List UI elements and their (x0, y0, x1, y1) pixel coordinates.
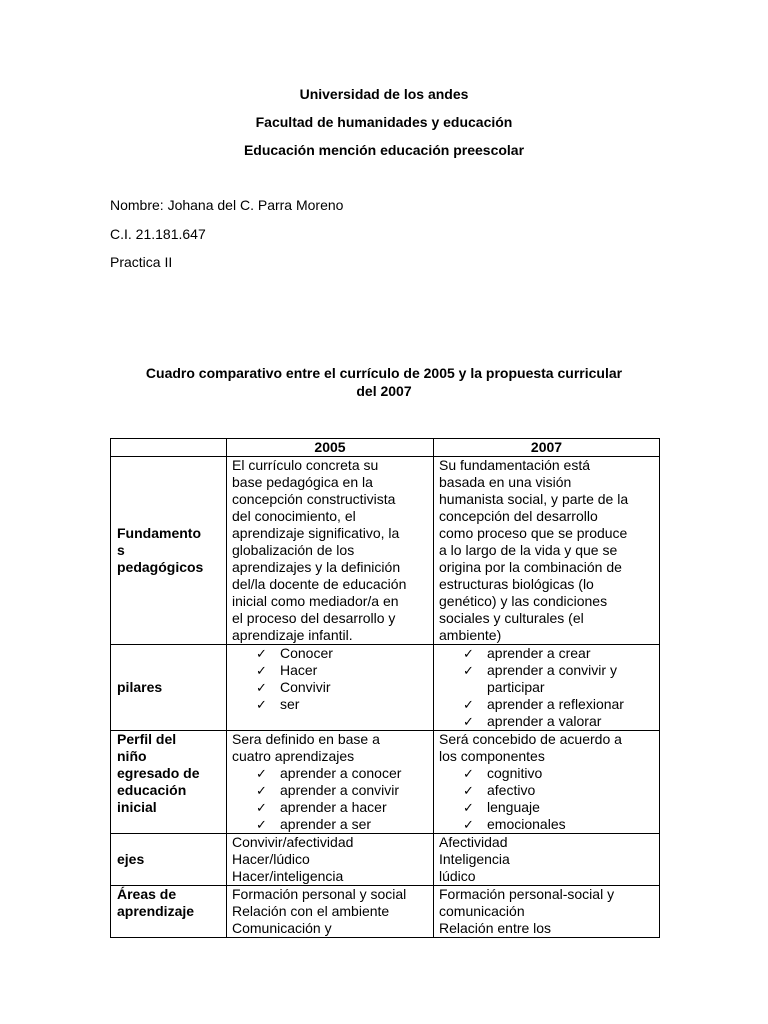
list-item (256, 782, 428, 799)
list-item-text: aprender a valorar (487, 713, 602, 729)
student-name: Nombre: Johana del C. Parra Moreno (110, 197, 344, 213)
list-item-text: Hacer (280, 662, 318, 678)
list-item-text: lenguaje (487, 799, 540, 815)
list-item (463, 816, 654, 833)
list-item-text: aprender a convivir (280, 782, 400, 798)
checklist (439, 645, 654, 730)
text-line: genético) y las condiciones (439, 593, 608, 609)
row-label-perfil (111, 731, 227, 834)
text-line: humanista social, y parte de la (439, 491, 629, 507)
list-item-text: aprender a conocer (280, 765, 402, 781)
list-item (463, 662, 654, 696)
check-icon: ✓ (463, 817, 474, 832)
text-line: inicial como mediador/a en (232, 593, 399, 609)
row-perfil (111, 731, 660, 834)
table-title-line-1: Cuadro comparativo entre el currículo de 2005 y la propuesta curricular (145, 365, 623, 381)
list-item (256, 765, 428, 782)
table-header-row (111, 439, 660, 457)
check-icon: ✓ (256, 680, 267, 695)
text-line: concepción del desarrollo (439, 508, 598, 524)
ejes-2005 (227, 834, 434, 886)
list-item (463, 645, 654, 662)
label-line: Perfil del (117, 731, 177, 747)
check-icon: ✓ (256, 697, 267, 712)
pilares-2007 (434, 645, 660, 731)
checklist (232, 765, 428, 833)
check-icon: ✓ (463, 714, 474, 729)
text-line: Inteligencia (439, 851, 510, 867)
text-line: Su fundamentación está (439, 457, 590, 473)
check-icon: ✓ (256, 663, 267, 678)
row-label-pilares: pilares (111, 645, 227, 731)
list-item (256, 696, 428, 713)
text-line: del conocimiento, el (232, 508, 356, 524)
check-icon: ✓ (463, 783, 474, 798)
text-line: Formación personal y social (232, 886, 407, 902)
col-header-2007: 2007 (434, 439, 660, 457)
list-item (463, 713, 654, 730)
row-pilares (111, 645, 660, 731)
row-ejes (111, 834, 660, 886)
text-line: Relación con el ambiente (232, 903, 390, 919)
text-line: aprendizaje infantil. (232, 627, 353, 643)
list-item-text: Convivir (280, 679, 331, 695)
row-areas (111, 886, 660, 938)
text-line: lúdico (439, 868, 476, 884)
list-item (463, 799, 654, 816)
label-line: aprendizaje (117, 903, 195, 919)
check-icon: ✓ (463, 697, 474, 712)
text-line: como proceso que se produce (439, 525, 628, 541)
text-line: globalización de los (232, 542, 355, 558)
label-line: Áreas de (117, 886, 177, 902)
list-item-text: cognitivo (487, 765, 543, 781)
text-line: Será concebido de acuerdo a (439, 731, 622, 747)
fundamentos-2005 (227, 457, 434, 645)
label-line: egresado de (117, 765, 200, 781)
label-line: Fundamento (117, 525, 201, 541)
text-line: del/la docente de educación (232, 576, 407, 592)
text-line: aprendizaje significativo, la (232, 525, 400, 541)
table-title (110, 364, 658, 400)
university-title: Universidad de los andes (299, 86, 469, 102)
areas-2005 (227, 886, 434, 938)
text-line: los componentes (439, 748, 545, 764)
check-icon: ✓ (256, 783, 267, 798)
check-icon: ✓ (256, 766, 267, 781)
perfil-2005 (227, 731, 434, 834)
check-icon: ✓ (256, 646, 267, 661)
text-line: El currículo concreta su (232, 457, 379, 473)
text-line: origina por la combinación de (439, 559, 622, 575)
label-line: inicial (117, 799, 157, 815)
checklist (232, 645, 428, 713)
text-line: aprendizajes y la definición (232, 559, 401, 575)
ejes-2007 (434, 834, 660, 886)
text-line: estructuras biológicas (lo (439, 576, 594, 592)
areas-2007 (434, 886, 660, 938)
list-item (256, 679, 428, 696)
check-icon: ✓ (463, 766, 474, 781)
check-icon: ✓ (463, 663, 474, 678)
list-item-text: Conocer (280, 645, 333, 661)
label-line: s (117, 542, 125, 558)
perfil-2007 (434, 731, 660, 834)
row-fundamentos (111, 457, 660, 645)
pilares-2005 (227, 645, 434, 731)
list-item (463, 696, 654, 713)
text-line: Hacer/inteligencia (232, 868, 344, 884)
course-name: Practica II (110, 254, 173, 270)
text-line: ambiente) (439, 627, 502, 643)
list-item-text: aprender a crear (487, 645, 591, 661)
list-item-text: aprender a reflexionar (487, 696, 624, 712)
row-label-ejes: ejes (111, 834, 227, 886)
list-item (463, 782, 654, 799)
text-line: base pedagógica en la (232, 474, 373, 490)
text-line: concepción constructivista (232, 491, 396, 507)
check-icon: ✓ (256, 817, 267, 832)
list-item-text: emocionales (487, 816, 566, 832)
text-line: basada en una visión (439, 474, 572, 490)
label-line: niño (117, 748, 147, 764)
text-line: Convivir/afectividad (232, 834, 354, 850)
list-item (256, 799, 428, 816)
list-item-text: ser (280, 696, 300, 712)
list-item-text: aprender a ser (280, 816, 372, 832)
list-item (256, 662, 428, 679)
text-line: comunicación (439, 903, 525, 919)
text-line: Hacer/lúdico (232, 851, 310, 867)
program-title: Educación mención educación preescolar (243, 142, 525, 158)
text-line: Sera definido en base a (232, 731, 380, 747)
comparison-table (110, 438, 660, 938)
text-line: Relación entre los (439, 920, 552, 936)
list-item-text: aprender a convivir y participar (487, 662, 617, 695)
corner-cell (111, 439, 227, 457)
text-line: a lo largo de la vida y que se (439, 542, 618, 558)
col-header-2005: 2005 (227, 439, 434, 457)
label-line: educación (117, 782, 187, 798)
text-line: Formación personal-social y (439, 886, 615, 902)
list-item (463, 765, 654, 782)
text-line: cuatro aprendizajes (232, 748, 355, 764)
check-icon: ✓ (463, 646, 474, 661)
table-title-line-2: del 2007 (356, 383, 412, 399)
text-line: el proceso del desarrollo y (232, 610, 396, 626)
list-item-text: aprender a hacer (280, 799, 387, 815)
label-line: pedagógicos (117, 559, 204, 575)
fundamentos-2007 (434, 457, 660, 645)
row-label-areas (111, 886, 227, 938)
check-icon: ✓ (256, 800, 267, 815)
faculty-title: Facultad de humanidades y educación (255, 114, 513, 130)
text-line: Comunicación y (232, 920, 332, 936)
text-line: Afectividad (439, 834, 508, 850)
check-icon: ✓ (463, 800, 474, 815)
text-line: sociales y culturales (el (439, 610, 584, 626)
row-label-fundamentos (111, 457, 227, 645)
checklist (439, 765, 654, 833)
list-item (256, 645, 428, 662)
student-id: C.I. 21.181.647 (110, 226, 206, 242)
list-item-text: afectivo (487, 782, 536, 798)
list-item (256, 816, 428, 833)
